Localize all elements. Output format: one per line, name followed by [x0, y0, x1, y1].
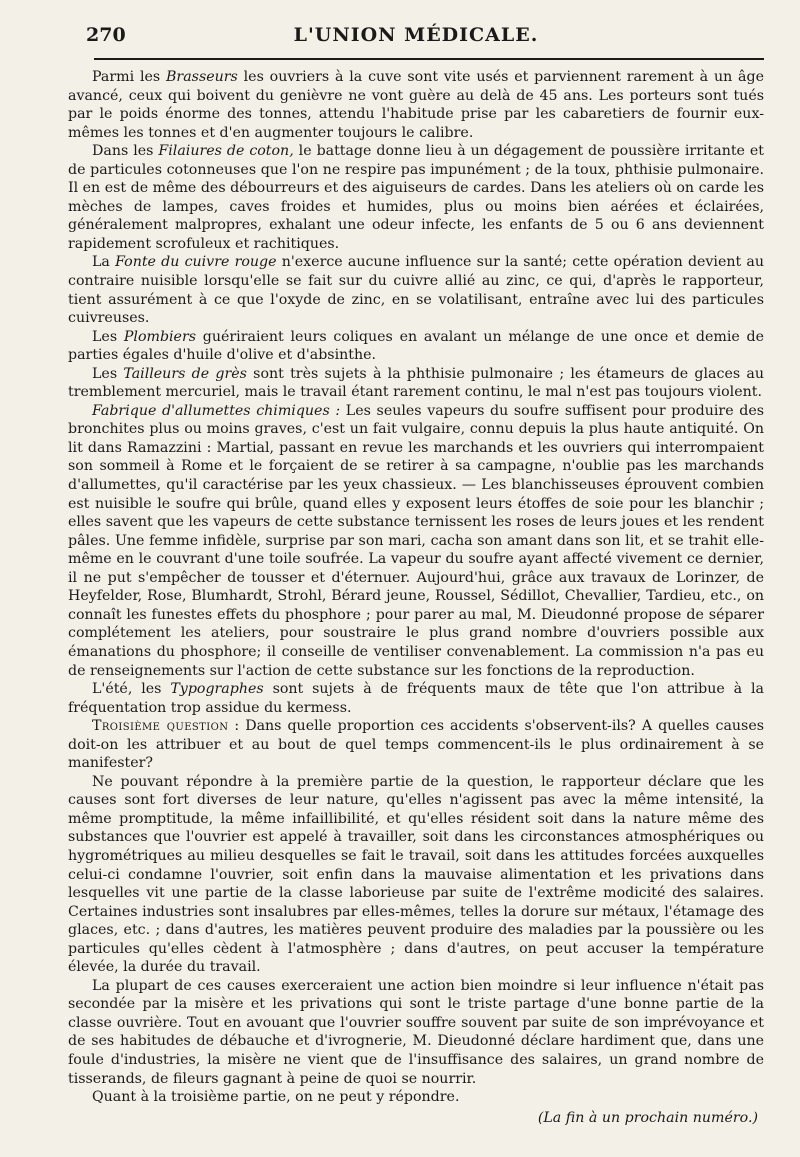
- paragraph: Ne pouvant répondre à la première partie de la question, le rapporteur déclare que les causes sont fort diverses de leur nature, qu'elles n'agissent pas avec la même intensité, la même promptitude, la même infaillibilité, et qu'elles résident soit dans la nature même des substances que l'ouvrier est appelé à travailler, soit dans les circonstances atmosphériques ou hygrométriques au milieu desquelles se fait le travail, soit dans les attitudes forcées auxquelles celui-ci condamne l'ouvrier, soit enfin dans la mauvaise alimentation et les privations dans lesquelles vit une partie de la classe laborieuse par suite de l'extrême modicité des salaires. Certaines industries sont insalubres par elles-mêmes, telles la dorure sur métaux, l'étamage des glaces, etc. ; dans d'autres, les matières peuvent produire des maladies par la poussière ou les particules qu'elles cèdent à l'atmosphère ; dans d'autres, on peut accuser la température élevée, la durée du travail.: [68, 773, 764, 976]
- question-heading-paragraph: Troisième question : Dans quelle proportion ces accidents s'observent-ils? A quelles causes doit-on les attribuer et au bout de quel temps commencent-ils le plus ordinairement à se manifester?: [68, 718, 764, 772]
- paragraph: L'été, les Typographes sont sujets à de fréquents maux de tête que l'on attribue à la fréquentation trop assidue du kermess.: [68, 681, 764, 716]
- header-rule: [94, 58, 764, 60]
- paragraph: Parmi les Brasseurs les ouvriers à la cuve sont vite usés et parviennent rarement à un âge avancé, ceux qui boivent du genièvre ne vont guère au delà de 45 ans. Les porteurs sont tués par le poids énorme des tonnes, attendu l'habitude prise par les cabaretiers de fournir eux-mêmes les tonnes et d'en augmenter toujours le calibre.: [68, 69, 764, 141]
- paragraph: Les Plombiers guériraient leurs coliques en avalant un mélange de une once et demie de parties égales d'huile d'olive et d'absinthe.: [68, 328, 764, 364]
- journal-title: L'UNION MÉDICALE.: [293, 24, 539, 46]
- paragraph: Les Tailleurs de grès sont très sujets à la phthisie pulmonaire ; les étameurs de glaces au tremblement mercuriel, mais le travail étant rarement continu, le mal n'est pas toujours violent.: [68, 365, 764, 401]
- page-number: 270: [86, 24, 126, 46]
- paragraph: La Fonte du cuivre rouge n'exerce aucune influence sur la santé; cette opération devient au contraire nuisible lorsqu'elle se fait sur du cuivre allié au zinc, ce qui, d'après le rapporteur, tient assurément à ce que l'oxyde de zinc, en se volatilisant, entraîne avec lui des particules cuivreuses.: [68, 254, 765, 327]
- paragraph: Dans les Filaiures de coton, le battage donne lieu à un dégagement de poussière irritante et de particules cotonneuses que l'on ne respire pas impunément ; de la toux, phthisie pulmonaire. Il en est de même des débourreurs et des aiguiseurs de cardes. Dans les ateliers où on carde les mèches de lampes, caves froides et humides, plus ou moins bien aérées et éclairées, généralement malpropres, exhalant une odeur infecte, les enfants de 5 ou 6 ans deviennent rapidement scrofuleux et rachitiques.: [68, 143, 764, 252]
- article-body: [68, 68, 764, 1127]
- continued-note: (La fin à un prochain numéro.): [537, 1109, 758, 1126]
- section-heading: Troisième question: [92, 718, 229, 735]
- paragraph: Quant à la troisième partie, on ne peut y répondre.: [92, 1089, 460, 1106]
- paragraph: La plupart de ces causes exerceraient une action bien moindre si leur influence n'était pas secondée par la misère et les privations qui sont le triste partage d'une bonne partie de la classe ouvrière. Tout en avouant que l'ouvrier souffre souvent par suite de son imprévoyance et de ses habitudes de débauche et d'ivrognerie, M. Dieudonné déclare hardiment que, dans une foule d'industries, la misère ne vient que de l'insuffisance des salaires, un grand nombre de tisserands, de fileurs gagnant à peine de quoi se nourrir.: [68, 977, 764, 1087]
- paragraph: Fabrique d'allumettes chimiques : Les seules vapeurs du soufre suffisent pour produire des bronchites plus ou moins graves, c'est un fait vulgaire, connu depuis la plus haute antiquité. On lit dans Ramazzini : Martial, passant en revue les marchands et les ouvriers qui interrompaient son sommeil à Rome et le forçaient de se retirer à sa campagne, n'oublie pas les marchands d'allumettes, qu'il caractérise par les yeux chassieux. — Les blanchisseuses éprouvent combien est nuisible le soufre qui brûle, quand elles y exposent leurs étoffes de soie pour les blanchir ; elles savent que les vapeurs de cette substance ternissent les roses de leurs joues et les rendent pâles. Une femme infidèle, surprise par son mari, cacha son amant dans son lit, et se trahit elle-même en le couvrant d'une toile soufrée. La vapeur du soufre ayant affecté vivement ce dernier, il ne put s'empêcher de tousser et d'éternuer. Aujourd'hui, grâce aux travaux de Lorinzer, de Heyfelder, Rose, Blumhardt, Strohl, Bérard jeune, Roussel, Sédillot, Chevallier, Tardieu, etc., on connaît les funestes effets du phosphore ; pour parer au mal, M. Dieudonné propose de séparer complétement les ateliers, pour soustraire le plus grand nombre d'ouvriers possible aux émanations du phosphore; il conseille de ventiliser convenablement. La commission n'a pas eu de renseignements sur l'action de cette substance sur les fonctions de la reproduction.: [68, 402, 764, 679]
- page-header: [68, 22, 764, 52]
